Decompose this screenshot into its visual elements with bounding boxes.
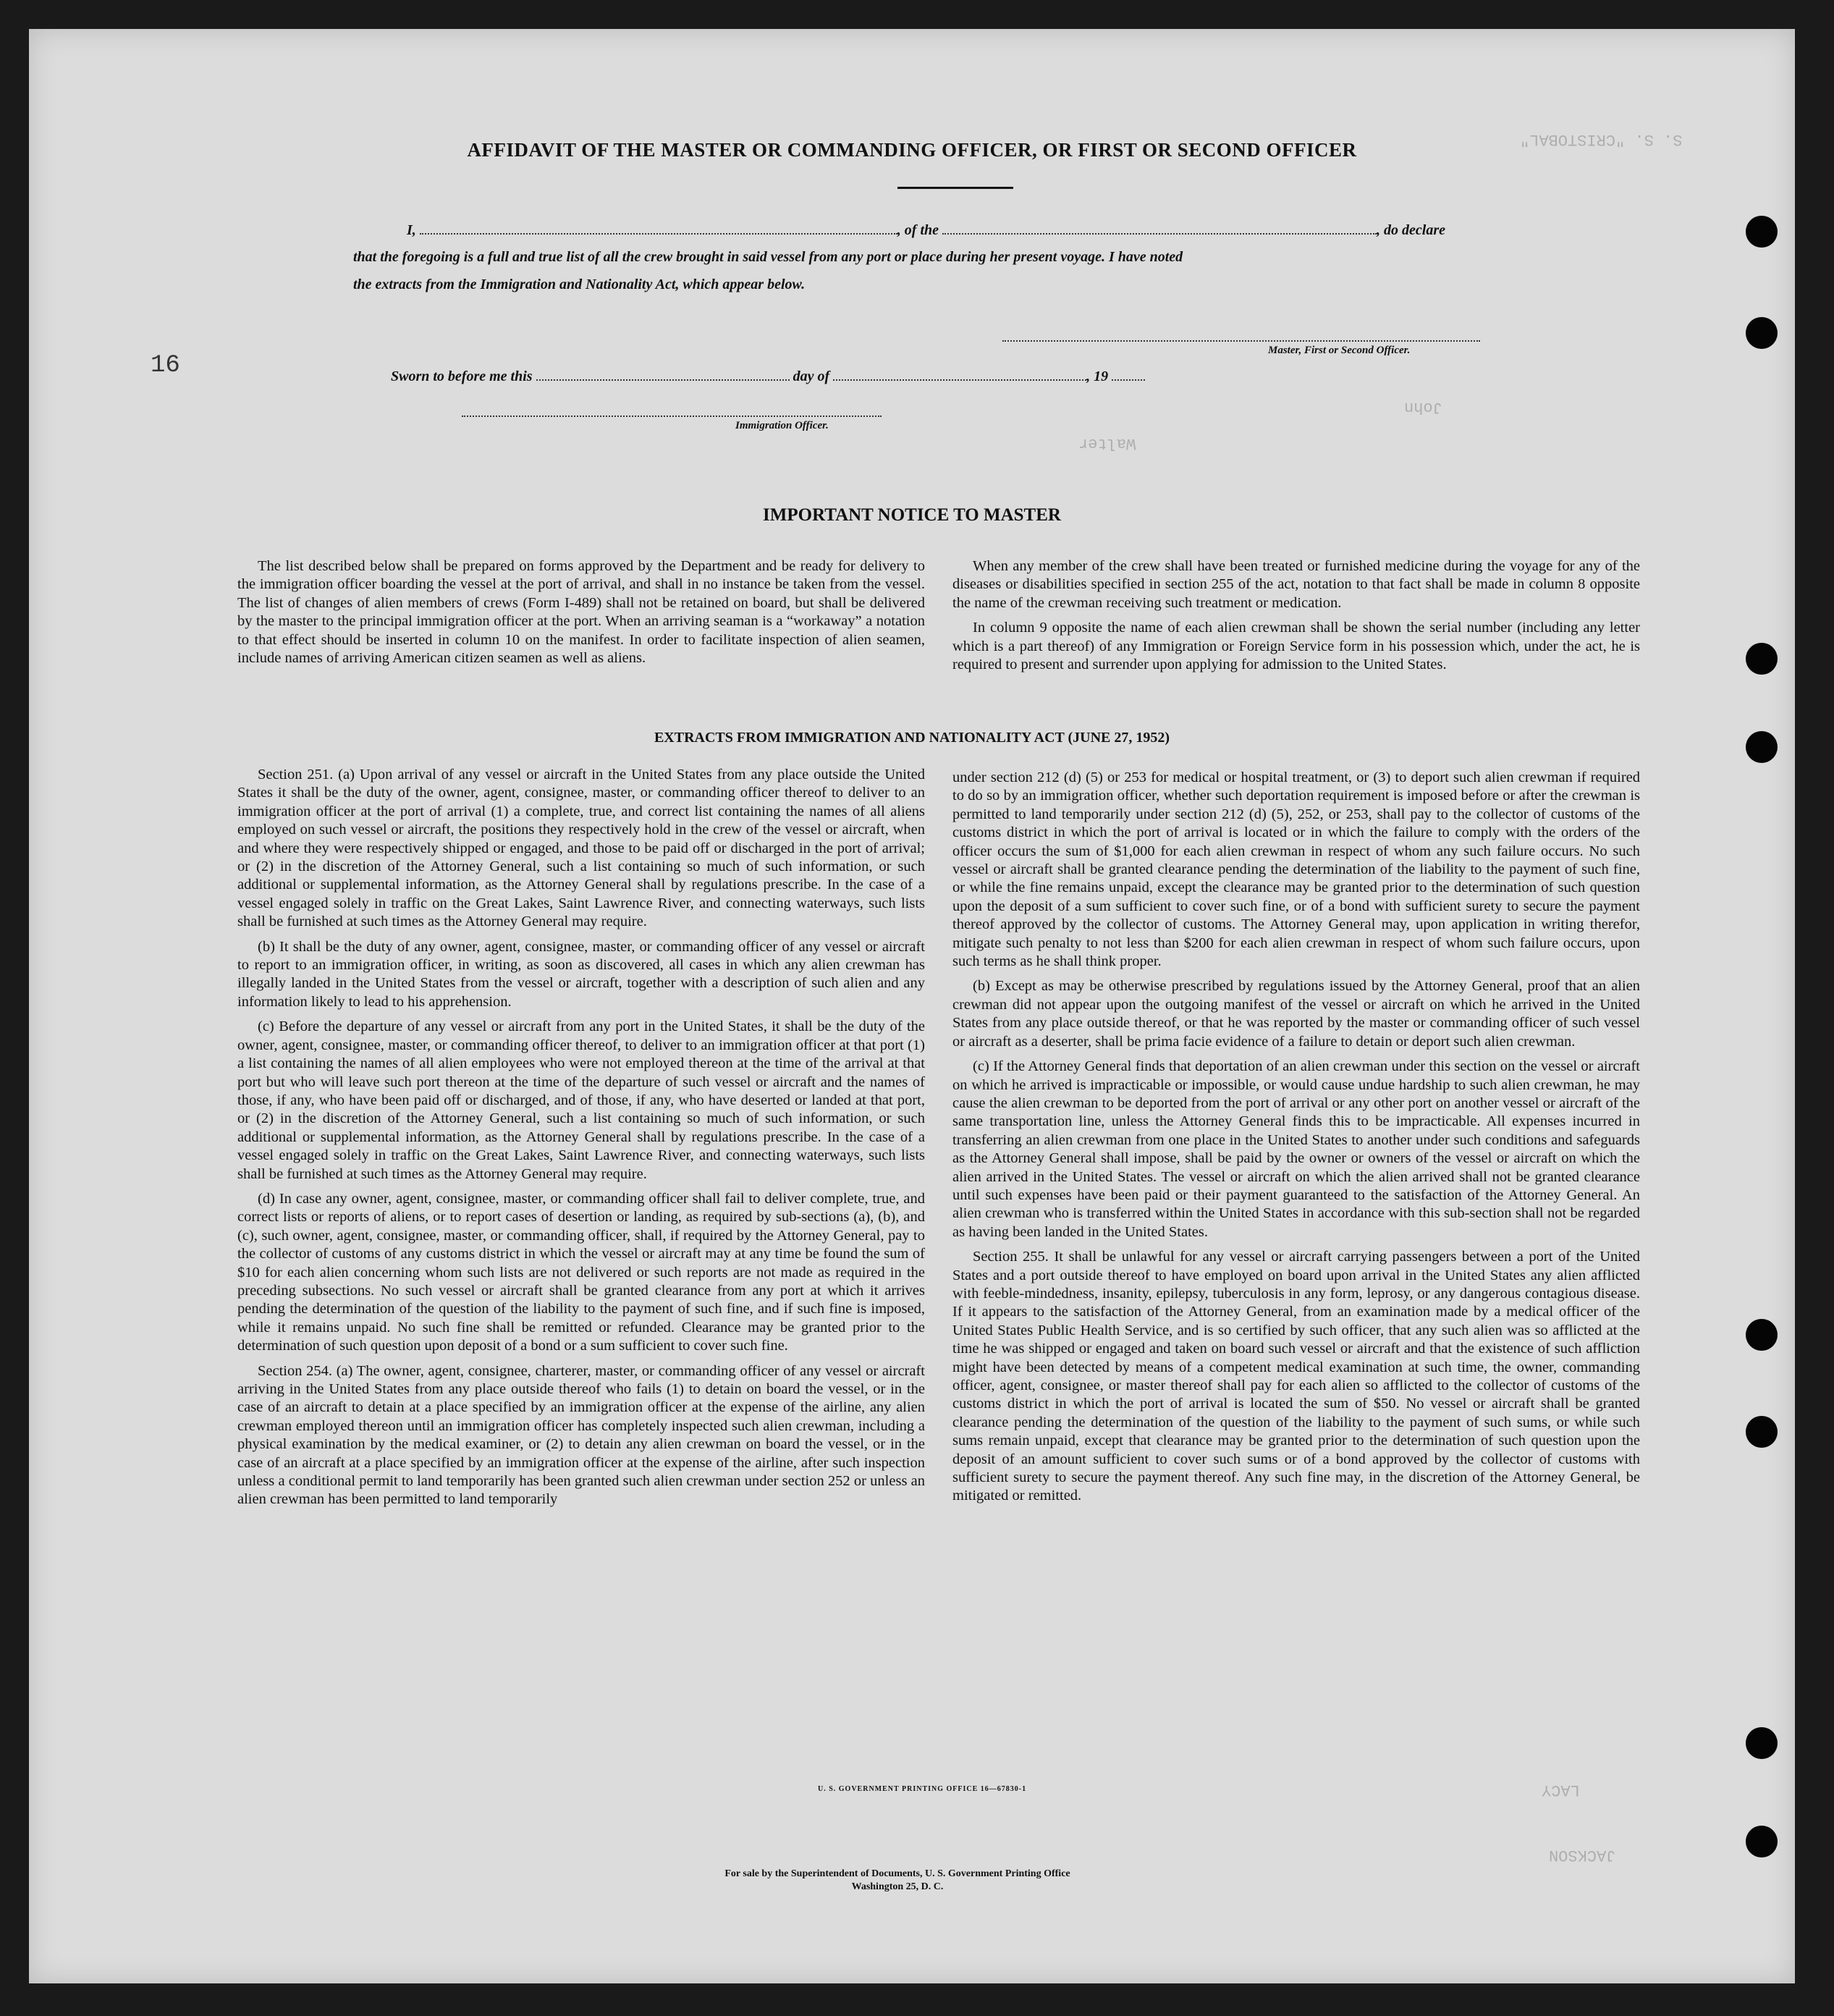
sale-line-2: Washington 25, D. C. xyxy=(851,1881,944,1892)
punch-hole xyxy=(1746,317,1778,349)
year-prefix: , 19 xyxy=(1086,368,1109,384)
bleed-through-text: LACY xyxy=(1542,1781,1580,1799)
sale-line-1: For sale by the Superintendent of Documents, U. S. Government Printing Office xyxy=(724,1868,1070,1879)
day-of-label: day of xyxy=(793,368,830,384)
punch-hole xyxy=(1746,216,1778,248)
sworn-year-field[interactable] xyxy=(1112,366,1145,381)
notice-paragraph: When any member of the crew shall have been treated or furnished medicine during the voyage for any of the diseases or disabilities specified in section 255 of the act, notation to that fact shall be made in column 8 opposite the name of the crewman receiving such treatment or medication. xyxy=(952,558,1640,611)
bleed-through-text: JACKSON xyxy=(1549,1846,1616,1864)
statement-line-2: the extracts from the Immigration and Nationality Act, which appear below. xyxy=(353,277,806,292)
punch-hole xyxy=(1746,1727,1778,1759)
notice-paragraph: In column 9 opposite the name of each alien crewman shall be shown the serial number (including any letter which is a part thereof) of any Immigration or Foreign Service form in his possession which, under the act, he is required to present and surrender upon applying for admission to the United States. xyxy=(952,620,1640,673)
act-paragraph: Section 254. (a) The owner, agent, consignee, charterer, master, or commanding officer of any vessel or aircraft arriving in the United States from any place outside thereof who fails (1) to detain on board the vessel, or in the case of an aircraft to detain at a place specified by an immigration officer at the expense of the airline, any alien crewman employed thereon until an immigration officer has completely inspected such alien crewman, including a physical examination by the medical examiner, or (2) to detain any alien crewman on board the vessel, or in the case of an aircraft at a place specified by an immigration officer at the expense of the airline, after such inspection unless a conditional permit to land temporarily has been granted such alien crewman under section 252 or unless an alien crewman has been permitted to land temporarily xyxy=(237,1362,925,1508)
notice-paragraph: The list described below shall be prepared on forms approved by the Department and be ready for delivery to the immigration officer boarding the vessel at the port of arrival, and shall in no instance be taken from the vessel. The list of changes of alien members of crews (Form I-489) shall not be retained on board, but shall be delivered by the master to the principal immigration officer at the port. When an arriving seaman is a “workaway” a notation to that effect should be inserted in column 10 on the manifest. In order to facilitate inspection of alien seamen, include names of arriving American citizen seamen as well as aliens. xyxy=(237,558,925,667)
act-paragraph: (c) Before the departure of any vessel or aircraft from any port in the United States, it shall be the duty of the owner, agent, consignee, master, or commanding officer thereof, to deliver to an immigration officer at that port (1) a list containing the names of all alien employees who were not employed thereon at the time of the arrival at that port but who will leave such port thereon at the time of the departure of such vessel or aircraft and the names of those, if any, who have been paid off or discharged, and of those, if any, who have deserted or landed at that port, or (2) in the discretion of the Attorney General, such a list containing so much of such information, or such additional or supplemental information, as the Attorney General shall by regulations prescribe. In the case of a vessel engaged solely in traffic on the Great Lakes, Saint Lawrence River, and connecting waterways, such lists shall be furnished at such times as the Attorney General may require. xyxy=(237,1018,925,1182)
notice-title: IMPORTANT NOTICE TO MASTER xyxy=(763,505,1061,525)
immigration-officer-signature-line[interactable] xyxy=(462,416,882,417)
sworn-label: Sworn to before me this xyxy=(391,368,533,384)
act-paragraph: (d) In case any owner, agent, consignee, master, or commanding officer shall fail to deliver complete, true, and correct lists or reports of aliens, or to report cases of desertion or landing, as required by sub-sections (a), (b), and (c), such owner, agent, consignee, master, or commanding officer, shall, if required by the Attorney General, pay to the collector of customs of any customs district in which the vessel or aircraft may at any time be found the sum of $10 for each alien concerning whom such lists are not delivered or such reports are not made as required in the preceding subsections. No such vessel or aircraft shall be granted clearance from any port at which it arrives pending the determination of the question of the liability to the payment of such fine, and if such fine is imposed, while it remains unpaid. No such fine shall be remitted or refunded. Clearance may be granted prior to the determination of such question upon deposit of a bond or a sum sufficient to cover such fine. xyxy=(237,1190,925,1354)
extracts-right-column xyxy=(952,769,1640,1512)
document-page xyxy=(29,29,1795,1983)
sworn-day-field[interactable] xyxy=(536,366,790,381)
statement-line-1: that the foregoing is a full and true list of all the crew brought in said vessel from any port or place during her present voyage. I have noted xyxy=(353,249,1183,265)
act-paragraph: Section 251. (a) Upon arrival of any vessel or aircraft in the United States from any place outside the United States it shall be the duty of the owner, agent, consignee, master, or commanding officer thereof to deliver to an immigration officer at the port of arrival (1) a complete, true, and correct list containing the names of all aliens employed on such vessel or aircraft, the positions they respectively hold in the crew of the vessel or aircraft, when and where they were respectively shipped or engaged, and those to be paid off or discharged in the port of arrival; or (2) in the discretion of the Attorney General, such a list containing so much of such information, or such additional or supplemental information, as the Attorney General shall by regulations prescribe. In the case of a vessel engaged solely in traffic on the Great Lakes, Saint Lawrence River, and connecting waterways, such lists shall be furnished at such times as the Attorney General may require. xyxy=(237,767,925,930)
name-field[interactable] xyxy=(420,220,897,235)
do-declare-label: , do declare xyxy=(1377,222,1445,238)
of-the-label: , of the xyxy=(897,222,939,238)
declaration-line xyxy=(407,220,1529,239)
margin-mark: 16 xyxy=(151,352,180,379)
vessel-field[interactable] xyxy=(942,220,1377,235)
punch-hole xyxy=(1746,1826,1778,1857)
punch-hole xyxy=(1746,643,1778,675)
extracts-left-column xyxy=(237,766,925,1516)
bleed-through-text: Walter xyxy=(1078,434,1136,452)
act-paragraph: (c) If the Attorney General finds that deportation of an alien crewman under this section on the vessel or aircraft on which he arrived is impracticable or impossible, or would cause undue hardship to such alien crewman, he may cause the alien crewman to be deported from the port of arrival or any other port on another vessel or aircraft of the same transportation line, unless the Attorney General finds this to be impracticable. All expenses incurred in transferring an alien crewman from one place in the United States to another under such conditions and safeguards as the Attorney General shall impose, shall be paid by the owner or owners of the vessel or aircraft on which the alien arrived in the United States. The vessel or aircraft on which the alien arrived shall not be granted clearance until such expenses have been paid or their payment guaranteed to the satisfaction of the Attorney General. An alien crewman who is transferred within the United States in accordance with this sub-section shall not be regarded as having been landed in the United States. xyxy=(952,1058,1640,1240)
extracts-title: EXTRACTS FROM IMMIGRATION AND NATIONALITY ACT (JUNE 27, 1952) xyxy=(654,730,1170,746)
punch-hole xyxy=(1746,1416,1778,1448)
affidavit-title: AFFIDAVIT OF THE MASTER OR COMMANDING OFFICER, OR FIRST OR SECOND OFFICER xyxy=(467,139,1357,161)
immigration-officer-label: Immigration Officer. xyxy=(735,420,829,431)
punch-hole xyxy=(1746,1319,1778,1351)
act-paragraph: Section 255. It shall be unlawful for any vessel or aircraft carrying passengers between a port of the United States and a port outside thereof to have employed on board upon arrival in the United States any alien afflicted with feeble-mindedness, insanity, epilepsy, tuberculosis in any form, leprosy, or any dangerous contagious disease. If it appears to the satisfaction of the Attorney General, from an examination made by a medical officer of the United States Public Health Service, and is so certified by such officer, that any such alien was so afflicted at the time he was shipped or engaged and taken on board such vessel or aircraft and that the existence of such affliction might have been detected by means of a competent medical examination at such time, the owner, commanding officer, agent, consignee, or master thereof shall pay for each alien so afflicted to the collector of customs of the customs district in which the port of arrival is located the sum of $50. No vessel or aircraft shall be granted clearance pending the determination of the question of the liability to the payment of such sums, or while such sums remain unpaid, except that clearance may be granted prior to the determination of such question upon the deposit of an amount sufficient to cover such sums or of a bond approved by the collector of customs with sufficient surety to secure the payment thereof. Any such fine may, in the discretion of the Attorney General, be mitigated or remitted. xyxy=(952,1249,1640,1504)
i-label: I, xyxy=(407,222,416,238)
notice-left-column xyxy=(237,557,925,674)
bleed-through-text: S. S. "CRISTOBAL" xyxy=(1520,130,1683,148)
printing-office-line: U. S. GOVERNMENT PRINTING OFFICE 16—67830-1 xyxy=(818,1785,1027,1793)
sworn-line xyxy=(391,366,1259,385)
sworn-month-field[interactable] xyxy=(833,366,1086,381)
act-paragraph: (b) Except as may be otherwise prescribed by regulations issued by the Attorney General, proof that an alien crewman did not appear upon the outgoing manifest of the vessel or aircraft on which he arrived in the United States from any place outside thereof, or that he was reported by the master or commanding officer of such vessel or aircraft as a deserter, shall be prima facie evidence of a failure to detain or deport such alien crewman. xyxy=(952,978,1640,1050)
title-underline xyxy=(897,187,1013,189)
master-signature-label: Master, First or Second Officer. xyxy=(1268,345,1411,356)
act-paragraph: under section 212 (d) (5) or 253 for medical or hospital treatment, or (3) to deport such alien crewman if required to do so by an immigration officer, whether such deportation requirement is imposed before or after the crewman is permitted to land temporarily under section 212 (d) (5), 252, or 253, shall pay to the collector of customs of the customs district in which the port of arrival is located or in which the failure to comply with the orders of the officer occurs the sum of $1,000 for each alien crewman in respect of whom any such failure occurs. No such vessel or aircraft shall be granted clearance pending the determination of the liability to the payment of such fine, or while the fine remains unpaid, except the clearance may be granted prior to the determination of such question upon the deposit of a sum sufficient to cover such fine, or of a bond with sufficient surety to secure the payment thereof approved by the collector of customs. The Attorney General may, upon application in writing therefor, mitigate such penalty to not less than $200 for each alien crewman in respect of whom such failure occurs, upon such terms as he shall think proper. xyxy=(952,769,1640,970)
notice-right-column xyxy=(952,557,1640,680)
master-signature-line[interactable] xyxy=(1002,340,1480,342)
bleed-through-text: John xyxy=(1404,398,1442,416)
act-paragraph: (b) It shall be the duty of any owner, agent, consignee, master, or commanding officer of any vessel or aircraft to report to an immigration officer, in writing, as soon as discovered, all cases in which any alien crewman has illegally landed in the United States from the vessel or aircraft, together with a description of such alien and any information likely to lead to his apprehension. xyxy=(237,938,925,1010)
